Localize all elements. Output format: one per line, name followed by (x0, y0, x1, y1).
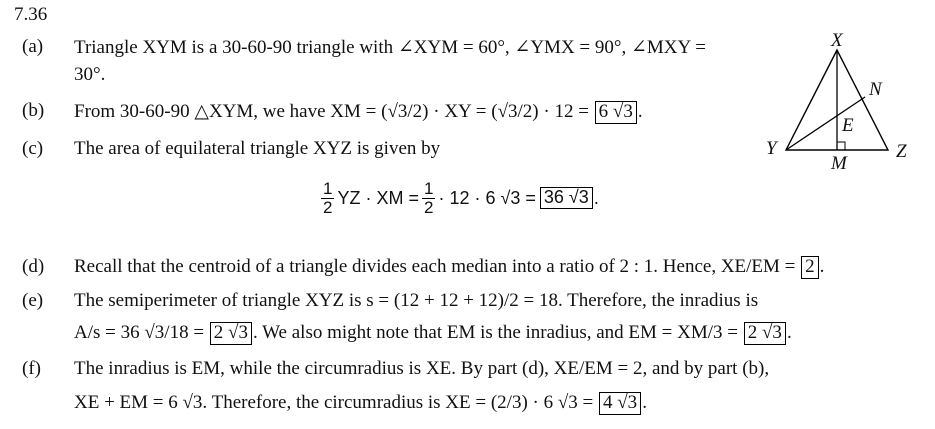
part-a-label: (a) (22, 36, 44, 57)
area-expr-2: · 12 · 6 √3 = (438, 187, 536, 208)
part-e-line-1: The semiperimeter of triangle XYZ is s = (12 + 12 + 12)/2 = 18. Therefore, the inradius is (74, 290, 759, 311)
part-c-answer-box: 36 √3 (540, 187, 593, 209)
part-e-text-b: We also might note that EM is the inradius, and EM = XM/3 = (262, 322, 738, 343)
vertex-y-label: Y (766, 138, 777, 159)
area-equation: $\frac{1}{2}$ YZ · XM = $\frac{1}{2}$ · 12 · 6 √3 = 36 √3 . (323, 179, 599, 217)
part-f-answer-box: 4 √3 (599, 392, 641, 415)
frac-den: 2 (323, 197, 333, 217)
part-b-text: From 30-60-90 △XYM, we have XM = (√3/2) · XY = (√3/2) · 12 = (74, 101, 589, 122)
part-b-label: (b) (22, 100, 45, 121)
part-f-text: XE + EM = 6 √3. Therefore, the circumradius is XE = (2/3) · 6 √3 = (74, 392, 594, 413)
vertex-x-label: X (831, 30, 843, 51)
triangle-diagram (758, 26, 918, 176)
part-b-answer-box: 6 √3 (595, 101, 637, 124)
point-m-label: M (831, 153, 847, 174)
frac-den: 2 (423, 197, 434, 217)
area-expr-1: YZ · XM = (337, 187, 419, 208)
part-c-text: The area of equilateral triangle XYZ is given by (74, 138, 441, 159)
part-b-line: From 30-60-90 △XYM, we have XM = (√3/2) · XY = (√3/2) · 12 = 6 √3 . (74, 101, 643, 122)
part-a-line-2: 30°. (74, 64, 106, 85)
part-e-answer-box-2: 2 √3 (744, 322, 786, 345)
part-e-label: (e) (22, 290, 44, 311)
frac-num: 1 (423, 179, 434, 198)
part-d-text: Recall that the centroid of a triangle divides each median into a ratio of 2 : 1. Hence, XE/EM = (74, 256, 796, 277)
part-f-label: (f) (22, 358, 41, 379)
point-n-label: N (869, 79, 882, 100)
part-e-line-2: A/s = 36 √3/18 = 2 √3 . We also might note that EM is the inradius, and EM = XM/3 = 2 √3 . (74, 322, 792, 343)
part-d-line: Recall that the centroid of a triangle divides each median into a ratio of 2 : 1. Hence, XE/EM = 2 . (74, 256, 825, 277)
frac-num: 1 (323, 179, 333, 198)
vertex-z-label: Z (896, 141, 907, 162)
point-e-label: E (842, 115, 854, 136)
part-d-answer-box: 2 (801, 256, 819, 279)
part-e-answer-box-1: 2 √3 (210, 322, 252, 345)
part-c-label: (c) (22, 138, 44, 159)
part-e-text-a: A/s = 36 √3/18 = (74, 322, 205, 343)
part-f-line-2: XE + EM = 6 √3. Therefore, the circumradius is XE = (2/3) · 6 √3 = 4 √3 . (74, 392, 647, 413)
part-f-line-1: The inradius is EM, while the circumradius is XE. By part (d), XE/EM = 2, and by part (b), (74, 358, 770, 379)
fraction-one-half-a (321, 180, 334, 217)
right-angle-mark (837, 142, 845, 150)
part-d-label: (d) (22, 256, 45, 277)
problem-number: 7.36 (14, 4, 48, 25)
fraction-one-half-b (422, 180, 435, 217)
part-a-line-1: Triangle XYM is a 30-60-90 triangle with ∠XYM = 60°, ∠YMX = 90°, ∠MXY = (74, 37, 707, 58)
